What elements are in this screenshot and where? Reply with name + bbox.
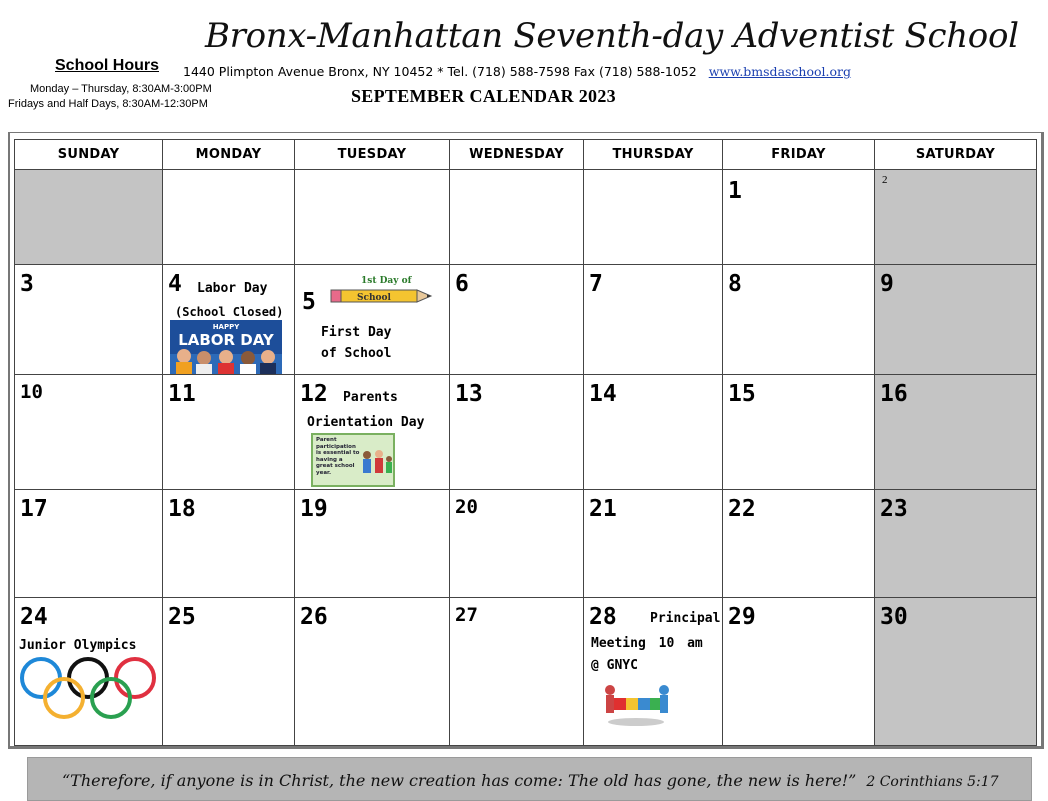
school-title: Bronx-Manhattan Seventh-day Adventist School	[205, 16, 1019, 56]
junior-olympics-label: Junior Olympics	[19, 638, 137, 653]
day-cell-empty	[295, 170, 450, 265]
day-cell-empty	[15, 170, 163, 265]
month-title: SEPTEMBER CALENDAR 2023	[351, 86, 616, 106]
day-cell-15	[723, 375, 875, 490]
first-day-label: First Day	[321, 325, 392, 340]
day-number: 1	[728, 178, 742, 204]
day-cell-empty	[163, 170, 295, 265]
day-number: 25	[168, 604, 196, 630]
weekday-sunday: SUNDAY	[15, 140, 163, 170]
day-number: 13	[455, 381, 483, 407]
labor-day-image	[170, 320, 282, 374]
hours-weekday: Monday – Thursday, 8:30AM-3:00PM	[30, 83, 212, 95]
day-cell-6	[450, 265, 584, 375]
day-number: 15	[728, 381, 756, 407]
day-number: 23	[880, 496, 908, 522]
day-cell-7	[584, 265, 723, 375]
day-cell-30	[875, 598, 1037, 746]
week-row-3	[15, 375, 1037, 490]
day-cell-4	[163, 265, 295, 375]
day-number: 18	[168, 496, 196, 522]
day-number: 22	[728, 496, 756, 522]
day-cell-18	[163, 490, 295, 598]
day-cell-22	[723, 490, 875, 598]
day-cell-3	[15, 265, 163, 375]
day-number: 2	[882, 174, 888, 186]
weekday-friday: FRIDAY	[723, 140, 875, 170]
day-cell-9	[875, 265, 1037, 375]
day-number: 3	[20, 271, 34, 297]
week-row-1	[15, 170, 1037, 265]
day-number: 24	[20, 604, 48, 630]
day-number: 10	[20, 381, 43, 403]
day-cell-27	[450, 598, 584, 746]
gnyc-label: @ GNYC	[591, 658, 638, 673]
day-cell-11	[163, 375, 295, 490]
first-day-label-2: of School	[321, 346, 392, 361]
pencil-icon	[327, 273, 435, 309]
day-cell-23	[875, 490, 1037, 598]
calendar-grid	[14, 139, 1037, 746]
day-cell-24	[15, 598, 163, 746]
first-day-image-line2: School	[357, 293, 391, 303]
meeting-label: Meeting 10 am	[591, 636, 703, 651]
day-number: 14	[589, 381, 617, 407]
labor-day-image-text: LABOR DAY	[178, 331, 274, 349]
parents-label: Parents	[343, 390, 398, 405]
day-number: 29	[728, 604, 756, 630]
puzzle-people-icon	[600, 680, 672, 728]
day-number: 9	[880, 271, 894, 297]
day-number: 17	[20, 496, 48, 522]
day-cell-25	[163, 598, 295, 746]
day-number: 8	[728, 271, 742, 297]
day-number: 21	[589, 496, 617, 522]
day-cell-16	[875, 375, 1037, 490]
day-number: 19	[300, 496, 328, 522]
labor-day-image-small-text: HAPPY	[212, 323, 240, 331]
day-number: 4	[168, 271, 182, 297]
day-cell-empty	[450, 170, 584, 265]
weekday-header-row	[15, 140, 1037, 170]
weekday-tuesday: TUESDAY	[295, 140, 450, 170]
bible-quote	[62, 771, 999, 790]
olympic-rings-icon	[19, 656, 157, 720]
school-hours-title: School Hours	[55, 57, 160, 74]
day-cell-26	[295, 598, 450, 746]
day-number: 12	[300, 381, 328, 407]
day-number: 28	[589, 604, 617, 630]
day-cell-17	[15, 490, 163, 598]
day-cell-2	[875, 170, 1037, 265]
day-number: 26	[300, 604, 328, 630]
day-cell-13	[450, 375, 584, 490]
day-number: 30	[880, 604, 908, 630]
labor-day-label: Labor Day	[197, 281, 268, 296]
principal-label: Principal	[650, 611, 721, 626]
family-icon	[359, 445, 395, 485]
day-cell-10	[15, 375, 163, 490]
week-row-4	[15, 490, 1037, 598]
day-cell-8	[723, 265, 875, 375]
day-cell-empty	[584, 170, 723, 265]
parent-participation-image	[311, 433, 395, 487]
day-number: 5	[302, 289, 316, 315]
day-cell-1	[723, 170, 875, 265]
day-number: 11	[168, 381, 196, 407]
day-cell-5	[295, 265, 450, 375]
day-number: 20	[455, 496, 478, 518]
day-cell-28	[584, 598, 723, 746]
day-number: 27	[455, 604, 478, 626]
hours-friday: Fridays and Half Days, 8:30AM-12:30PM	[8, 98, 208, 110]
orientation-day-label: Orientation Day	[307, 415, 425, 430]
weekday-thursday: THURSDAY	[584, 140, 723, 170]
day-cell-12	[295, 375, 450, 490]
day-cell-19	[295, 490, 450, 598]
day-number: 7	[589, 271, 603, 297]
quote-text: “Therefore, if anyone is in Christ, the new creation has come: The old has gone, the new is here!”	[62, 771, 857, 790]
weekday-saturday: SATURDAY	[875, 140, 1037, 170]
weekday-wednesday: WEDNESDAY	[450, 140, 584, 170]
school-closed-label: (School Closed)	[175, 305, 284, 319]
week-row-2	[15, 265, 1037, 375]
day-cell-20	[450, 490, 584, 598]
day-cell-29	[723, 598, 875, 746]
day-number: 6	[455, 271, 469, 297]
first-day-image-line1: 1st Day of	[361, 276, 412, 286]
parent-participation-text: Parent participation is essential to having a great school year.	[316, 437, 360, 476]
day-cell-21	[584, 490, 723, 598]
school-address: 1440 Plimpton Avenue Bronx, NY 10452 * Tel. (718) 588-7598 Fax (718) 588-1052	[183, 64, 697, 79]
school-website-link[interactable]: www.bmsdaschool.org	[708, 64, 852, 79]
day-cell-14	[584, 375, 723, 490]
day-number: 16	[880, 381, 908, 407]
week-row-5	[15, 598, 1037, 746]
school-address-line	[183, 64, 851, 79]
weekday-monday: MONDAY	[163, 140, 295, 170]
quote-reference: 2 Corinthians 5:17	[866, 774, 999, 790]
